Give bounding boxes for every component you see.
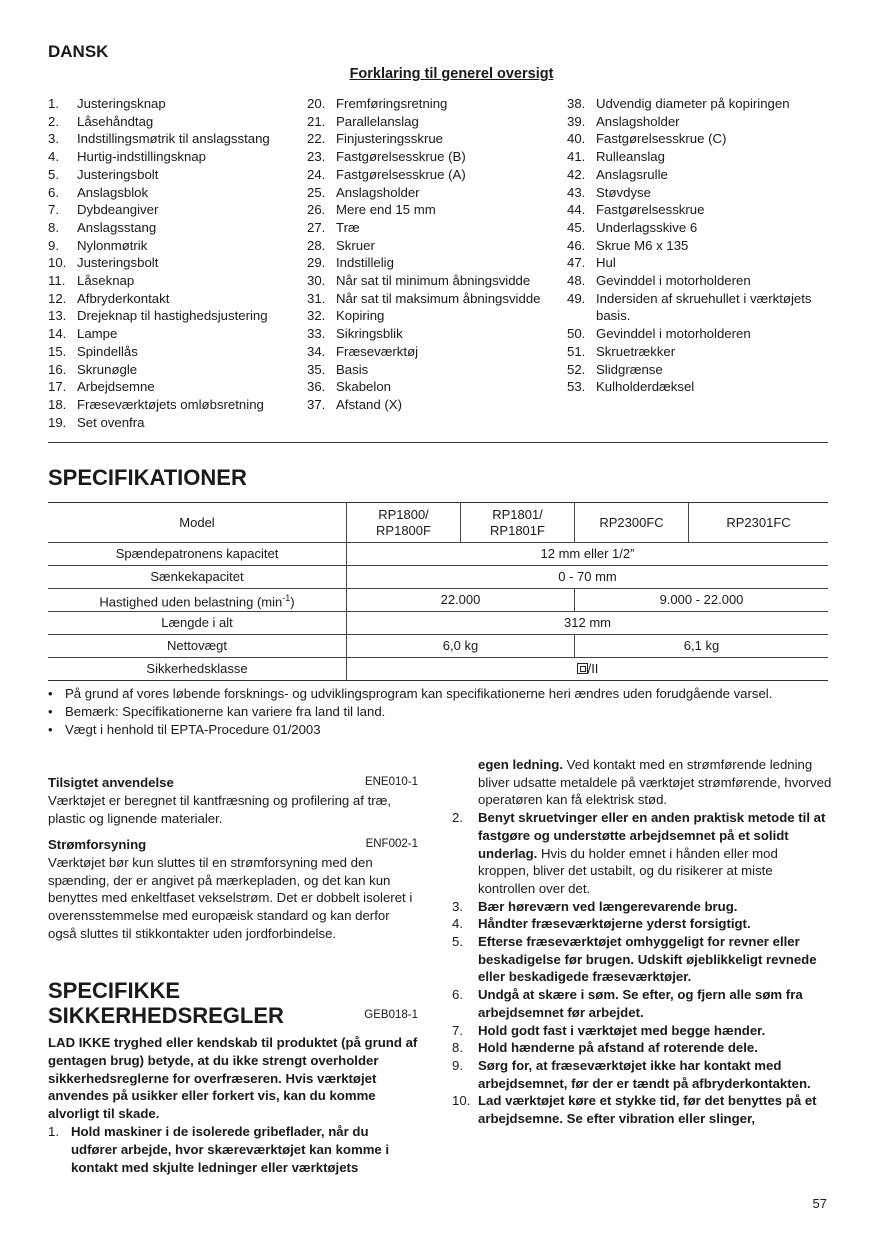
list-item [48, 201, 298, 219]
item-number: 48. [567, 273, 586, 289]
item-label: Sikringsblik [336, 326, 403, 342]
row-label: Sikkerhedsklasse [48, 658, 347, 681]
item-label: Gevinddel i motorholderen [596, 273, 751, 289]
list-item [48, 113, 298, 131]
list-item [567, 166, 832, 184]
safety-heading-line1: SPECIFIKKE [48, 978, 181, 1003]
list-item [567, 95, 832, 113]
overview-column-2 [307, 95, 562, 414]
item-number: 28. [307, 237, 326, 253]
list-item [567, 130, 832, 148]
power-supply-text: Værktøjet bør kun sluttes til en strømforsyning med den spænding, der er angivet på mærkepladen, og det kan kun benyttes med enkeltfaset vekselstrøm. Det er dobbelt isoleret i overensstemmelse med europæisk standard og kan derfor også sluttes til stikkontakter uden jordforbindelse. [48, 854, 413, 941]
list-item [48, 148, 298, 166]
row-value: 6,1 kg [575, 635, 829, 658]
item-label: Fræseværktøj [336, 343, 419, 359]
item-number: 3. [48, 131, 59, 147]
item-number: 23. [307, 149, 326, 165]
item-number: 40. [567, 131, 586, 147]
item-text: Ved kontakt med en strømførende ledning bliver udsatte metaldele på værktøjet strømførende, hvorved operatøren kan få elektrisk stød. [478, 757, 832, 808]
item-number: 24. [307, 166, 326, 182]
list-item [452, 915, 832, 933]
item-number: 36. [307, 379, 326, 395]
list-item [48, 184, 298, 202]
item-label: Skruer [336, 237, 375, 253]
list-item [307, 219, 562, 237]
item-number: 52. [567, 361, 586, 377]
item-number: 37. [307, 396, 326, 412]
item-bold-text: Sørg for, at fræseværktøjet ikke har kontakt med arbejdsemnet, før der er tændt på afbryderkontakten. [478, 1057, 811, 1091]
overview-title [0, 66, 875, 82]
list-item [307, 307, 562, 325]
safety-intro: LAD IKKE tryghed eller kendskab til produktet (på grund af gentagen brug) betyde, at du ikke strengt overholder sikkerhedsreglerne for overfræseren. Hvis værktøjet anvendes på usikker eller forkert vis, kan du komme alvorligt til skade. [48, 1035, 418, 1122]
item-bold-text: Bær høreværn ved længerevarende brug. [478, 898, 738, 914]
item-label: Fræseværktøjets omløbsretning [77, 396, 264, 412]
item-body [478, 915, 751, 933]
list-item [567, 343, 832, 361]
item-number: 26. [307, 202, 326, 218]
overview-column-3 [567, 95, 832, 396]
safety-code: GEB018-1 [364, 1009, 418, 1022]
item-label: Parallelanslag [336, 113, 419, 129]
list-item [452, 809, 832, 898]
item-label: Fastgørelsesskrue (C) [596, 131, 727, 147]
list-item [48, 237, 298, 255]
list-item [567, 290, 832, 325]
item-number: 25. [307, 184, 326, 200]
row-label: Spændepatronens kapacitet [48, 543, 347, 566]
item-number: 42. [567, 166, 586, 182]
item-body [478, 1092, 832, 1127]
list-item [307, 166, 562, 184]
item-body [478, 1057, 832, 1092]
safety-rules-continued [452, 756, 832, 1128]
item-body [478, 986, 832, 1021]
row-value: 6,0 kg [347, 635, 575, 658]
list-item [452, 898, 832, 916]
speed-label: Hastighed uden belastning (min [99, 594, 283, 610]
item-number: 29. [307, 255, 326, 271]
power-supply-title: Strømforsyning [48, 837, 147, 852]
model-cell: RP2300FC [575, 503, 689, 543]
item-bold-text: Undgå at skære i søm. Se efter, og fjern alle søm fra arbejdsemnet før arbejdet. [478, 987, 803, 1020]
item-body [478, 1022, 765, 1040]
intended-use-title: Tilsigtet anvendelse [48, 775, 174, 790]
list-item [567, 113, 832, 131]
item-number: 10. [452, 1093, 471, 1109]
item-bold-text: Håndter fræseværktøjerne yderst forsigtigt. [478, 916, 751, 932]
list-item [48, 378, 298, 396]
item-number: 30. [307, 273, 326, 289]
item-label: Udvendig diameter på kopiringen [596, 96, 790, 111]
list-item [307, 272, 562, 290]
item-number: 8. [452, 1040, 463, 1056]
list-item [48, 325, 298, 343]
row-value: 22.000 [347, 589, 575, 612]
list-item [452, 933, 832, 986]
list-item [307, 396, 562, 414]
overview-column-1 [48, 95, 298, 431]
list-item [48, 95, 298, 113]
item-label: Basis [336, 361, 369, 377]
list-item [307, 184, 562, 202]
list-item [307, 325, 562, 343]
list-item [567, 148, 832, 166]
list-item [567, 325, 832, 343]
item-number: 43. [567, 184, 586, 200]
row-label [48, 589, 347, 612]
row-label: Længde i alt [48, 612, 347, 635]
item-number: 7. [452, 1022, 463, 1038]
item-number: 45. [567, 219, 586, 235]
item-label: Hurtig-indstillingsknap [77, 149, 207, 165]
speed-label-exponent: -1 [282, 592, 291, 603]
list-item [48, 290, 298, 308]
item-bold-text: Benyt skruetvinger eller en anden praktisk metode til at fastgøre og understøtte arbejdsemnet på et solidt underlag. [478, 810, 826, 861]
safety-heading-block [48, 978, 418, 1028]
item-bold-text: egen ledning. [478, 757, 563, 772]
list-item [452, 1039, 832, 1057]
item-label: Anslagsrulle [596, 166, 668, 182]
list-item: • Bemærk: Specifikationerne kan variere fra land til land. [48, 704, 386, 719]
list-item [307, 237, 562, 255]
list-item [567, 219, 832, 237]
item-label: Skabelon [336, 379, 391, 395]
item-label: Arbejdsemne [77, 379, 155, 395]
item-number: 7. [48, 202, 59, 218]
model-cell: RP2301FC [689, 503, 829, 543]
item-label: Underlagsskive 6 [596, 219, 698, 235]
item-number: 1. [48, 1123, 59, 1139]
row-value: 312 mm [347, 612, 829, 635]
double-insulation-icon [577, 663, 588, 674]
item-number: 50. [567, 326, 586, 342]
item-number: 8. [48, 219, 59, 235]
item-body [478, 809, 832, 898]
item-label: Når sat til maksimum åbningsvidde [336, 290, 541, 306]
list-item [48, 1123, 418, 1176]
item-number: 2. [452, 810, 463, 826]
item-bold-text: Efterse fræseværktøjet omhyggeligt for revner eller beskadigelse før brugen. Udskift øjeblikkeligt revnede eller beskadigede fræseværktøjer. [478, 934, 817, 985]
item-number: 6. [48, 184, 59, 200]
model-label-cell: Model [48, 503, 347, 543]
list-item [307, 201, 562, 219]
item-number: 4. [48, 149, 59, 165]
item-label: Skrue M6 x 135 [596, 237, 689, 253]
item-label: Afstand (X) [336, 396, 402, 412]
item-number: 18. [48, 396, 67, 412]
list-item [307, 361, 562, 379]
item-number: 4. [452, 916, 463, 932]
table-row [48, 503, 828, 543]
safety-heading-line2: SIKKERHEDSREGLER [48, 1003, 284, 1028]
language-heading: DANSK [48, 42, 109, 61]
table-row [48, 566, 828, 589]
power-supply-section [48, 836, 418, 943]
item-label: Skrunøgle [77, 361, 138, 377]
list-item [48, 272, 298, 290]
item-number: 5. [48, 166, 59, 182]
item-number: 17. [48, 379, 67, 395]
item-label: Kopiring [336, 308, 385, 324]
item-number: 49. [567, 290, 586, 306]
item-number: 6. [452, 987, 463, 1003]
list-item [307, 95, 562, 113]
item-number: 35. [307, 361, 326, 377]
spec-notes [48, 685, 833, 739]
item-number: 19. [48, 414, 67, 430]
row-value: 12 mm eller 1/2” [347, 543, 829, 566]
item-label: Rulleanslag [596, 149, 665, 165]
item-number: 15. [48, 343, 67, 359]
list-item [307, 254, 562, 272]
list-item [48, 130, 298, 148]
item-label: Når sat til minimum åbningsvidde [336, 273, 531, 289]
list-item [567, 272, 832, 290]
item-bold-text: Hold hænderne på afstand af roterende dele. [478, 1040, 758, 1056]
item-body [478, 933, 832, 986]
item-number: 22. [307, 131, 326, 147]
power-supply-code: ENF002-1 [365, 838, 418, 850]
section-divider [48, 442, 828, 443]
item-number: 12. [48, 290, 67, 306]
item-number: 20. [307, 96, 326, 111]
item-label: Mere end 15 mm [336, 202, 436, 218]
item-number: 53. [567, 379, 586, 395]
intended-use-section [48, 774, 418, 827]
item-label: Anslagsholder [596, 113, 680, 129]
list-item [452, 1022, 832, 1040]
item-label: Fastgørelsesskrue (B) [336, 149, 466, 165]
item-label: Gevinddel i motorholderen [596, 326, 751, 342]
intended-use-text: Værktøjet er beregnet til kantfræsning og profilering af træ, plastic og lignende materialer. [48, 792, 392, 826]
item-number: 9. [452, 1057, 463, 1073]
table-row [48, 543, 828, 566]
item-label: Fastgørelsesskrue [596, 202, 705, 218]
list-item [48, 254, 298, 272]
item-number: 31. [307, 290, 326, 306]
item-label: Kulholderdæksel [596, 379, 695, 395]
table-row [48, 589, 828, 612]
item-number: 51. [567, 343, 586, 359]
list-item [452, 986, 832, 1021]
item-number: 47. [567, 255, 586, 271]
item-bold-text: Hold godt fast i værktøjet med begge hænder. [478, 1022, 766, 1038]
item-number: 10. [48, 255, 67, 271]
list-item [48, 166, 298, 184]
item-label: Set ovenfra [77, 414, 145, 430]
item-body [478, 898, 737, 916]
list-item [48, 361, 298, 379]
item-number: 34. [307, 343, 326, 359]
item-text: Hvis du holder emnet i hånden eller mod kroppen, bliver det ustabilt, og du risikerer at miste kontrollen over det. [478, 845, 778, 896]
item-label: Nylonmøtrik [77, 237, 148, 253]
item-label: Skruetrækker [596, 343, 676, 359]
row-value: 9.000 - 22.000 [575, 589, 829, 612]
item-number: 5. [452, 934, 463, 950]
item-text: Hold maskiner i de isolerede gribeflader, når du udfører arbejde, hvor skæreværktøjet kan komme i kontakt med skjulte ledninger eller værktøjets [71, 1123, 390, 1175]
item-label: Låseknap [77, 273, 135, 289]
model-cell: RP1800/ RP1800F [347, 503, 461, 543]
row-label: Nettovægt [48, 635, 347, 658]
speed-label-close: ) [290, 594, 295, 610]
note-text: Vægt i henhold til EPTA-Procedure 01/2003 [65, 722, 321, 737]
item-label: Drejeknap til hastighedsjustering [77, 308, 268, 324]
item-number: 27. [307, 219, 326, 235]
item-number: 38. [567, 96, 586, 111]
item-label: Støvdyse [596, 184, 651, 200]
list-item [307, 290, 562, 308]
list-item [48, 307, 298, 325]
item-number: 11. [48, 273, 66, 289]
item-label: Anslagsblok [77, 184, 149, 200]
item-number: 46. [567, 237, 586, 253]
item-label: Lampe [77, 326, 118, 342]
list-item [567, 237, 832, 255]
overview-title-text: Forklaring til generel oversigt [349, 66, 554, 82]
page-number: 57 [812, 1196, 827, 1211]
item-label: Dybdeangiver [77, 202, 159, 218]
list-item [48, 396, 298, 414]
item-label: Fastgørelsesskrue (A) [336, 166, 466, 182]
list-item: • På grund af vores løbende forsknings- og udviklingsprogram kan specifikationerne heri ændres uden forudgående varsel. [48, 686, 773, 701]
item1-continued [452, 756, 832, 809]
item-number: 32. [307, 308, 326, 324]
item-label: Indstillelig [336, 255, 394, 271]
list-item [307, 148, 562, 166]
item-number: 16. [48, 361, 67, 377]
safety-intro-block [48, 1034, 418, 1176]
list-item [567, 201, 832, 219]
row-label: Sænkekapacitet [48, 566, 347, 589]
row-value: 0 - 70 mm [347, 566, 829, 589]
item-number: 1. [48, 96, 59, 111]
item-label: Anslagsholder [336, 184, 420, 200]
item-label: Justeringsbolt [77, 255, 159, 271]
list-item [307, 378, 562, 396]
item-label: Indstillingsmøtrik til anslagsstang [77, 131, 270, 147]
item-label: Låsehåndtag [77, 113, 154, 129]
list-item [307, 113, 562, 131]
list-item [452, 1092, 832, 1127]
list-item [48, 219, 298, 237]
list-item [48, 343, 298, 361]
item-number: 39. [567, 113, 586, 129]
model-cell: RP1801/ RP1801F [461, 503, 575, 543]
item-number: 14. [48, 326, 67, 342]
list-item [567, 361, 832, 379]
row-value [347, 658, 829, 681]
item-label: Træ [336, 219, 360, 235]
item-label: Justeringsknap [77, 96, 166, 111]
table-row [48, 612, 828, 635]
safety-items-list [452, 809, 832, 1128]
item-label: Spindellås [77, 343, 138, 359]
table-row [48, 635, 828, 658]
list-item [567, 254, 832, 272]
intended-use-code: ENE010-1 [364, 776, 418, 788]
item-label: Anslagsstang [77, 219, 157, 235]
item-label: Afbryderkontakt [77, 290, 170, 306]
specifications-table [48, 502, 828, 681]
list-item [48, 414, 298, 432]
item-label: Hul [596, 255, 616, 271]
item-label: Slidgrænse [596, 361, 663, 377]
note-text: På grund af vores løbende forsknings- og udviklingsprogram kan specifikationerne heri ændres uden forudgående varsel. [65, 686, 773, 701]
item-number: 33. [307, 326, 326, 342]
list-item [567, 378, 832, 396]
list-item [452, 1057, 832, 1092]
item-label: Indersiden af skruehullet i værktøjets basis. [596, 290, 812, 324]
item-label: Finjusteringsskrue [336, 131, 444, 147]
list-item [567, 184, 832, 202]
item-label: Fremføringsretning [336, 96, 448, 111]
specifications-heading: SPECIFIKATIONER [48, 465, 247, 490]
item-number: 13. [48, 308, 67, 324]
item-label: Justeringsbolt [77, 166, 159, 182]
item-number: 9. [48, 237, 59, 253]
table-row [48, 658, 828, 681]
item-body [478, 1039, 758, 1057]
list-item [307, 130, 562, 148]
item-number: 3. [452, 898, 463, 914]
item-number: 41. [567, 149, 586, 165]
list-item [307, 343, 562, 361]
note-text: Bemærk: Specifikationerne kan variere fra land til land. [65, 704, 386, 719]
item-number: 44. [567, 202, 586, 218]
item-bold-text: Lad værktøjet køre et stykke tid, før det benyttes på et arbejdsemne. Se efter vibration eller slinger, [478, 1093, 817, 1127]
item-number: 2. [48, 113, 59, 129]
safety-class-value: /II [587, 661, 599, 676]
list-item: • Vægt i henhold til EPTA-Procedure 01/2003 [48, 722, 321, 737]
item-number: 21. [307, 113, 326, 129]
